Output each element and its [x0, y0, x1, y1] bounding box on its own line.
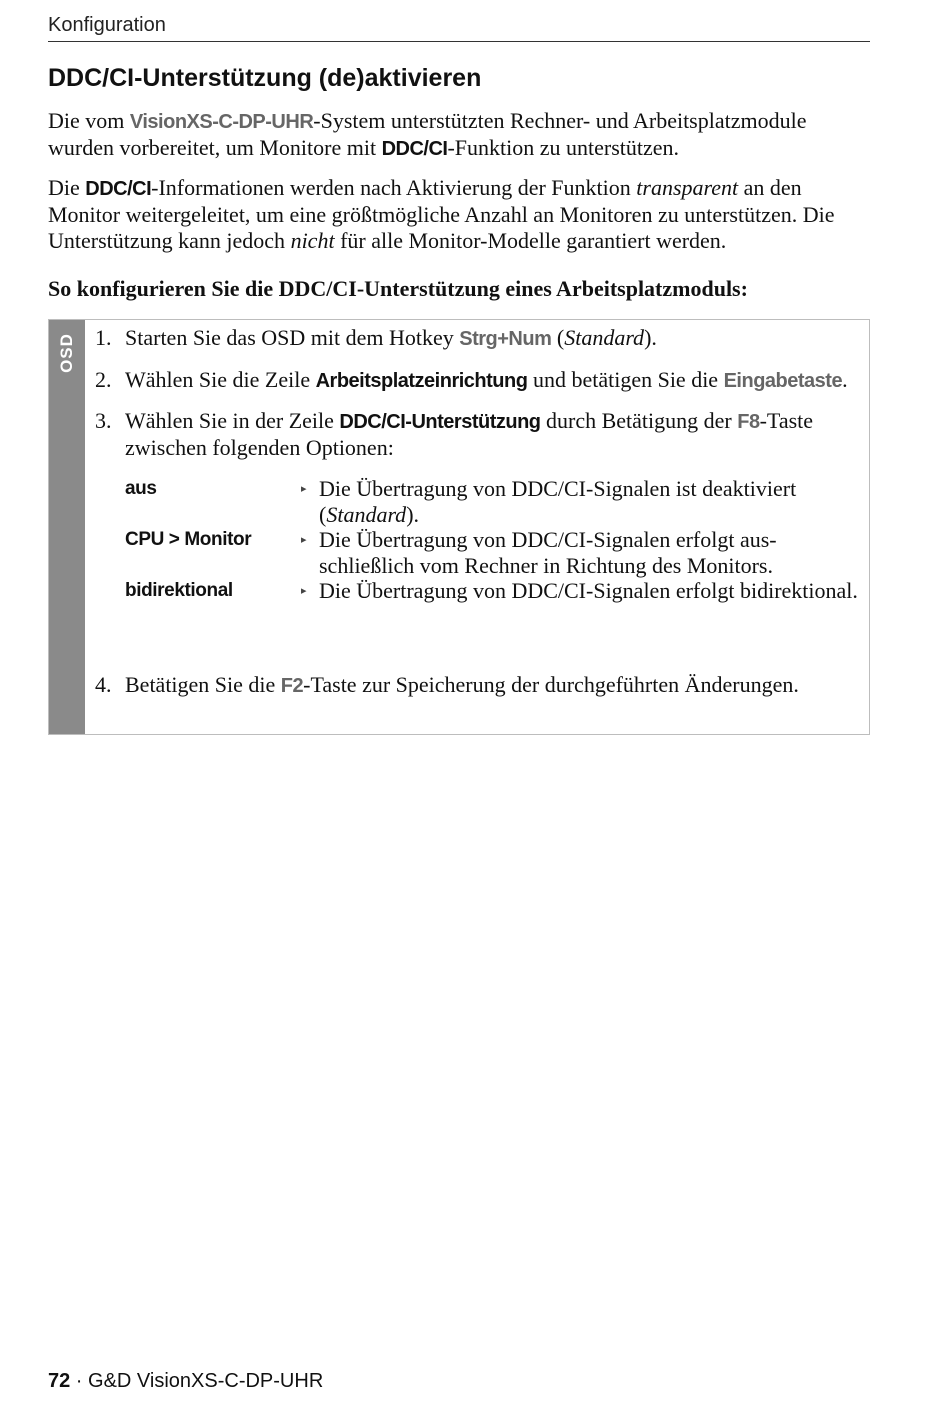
product-name: VisionXS-C-DP-UHR: [129, 111, 314, 133]
text-run: Betätigen Sie die: [125, 672, 281, 697]
step-number: 1.: [95, 325, 112, 350]
key-name: Eingabetaste: [723, 370, 843, 392]
text-run: Wählen Sie die Zeile: [125, 367, 316, 392]
text-run: Die vom: [48, 108, 130, 133]
text-run: für alle Monitor-Modelle garantiert werden.: [334, 228, 727, 253]
step-text: [125, 367, 865, 394]
triangle-right-icon: ▸: [301, 534, 307, 546]
menu-row-name: Arbeitsplatzeinrichtung: [315, 370, 528, 392]
ddcci-term: DDC/CI: [381, 138, 448, 160]
text-run: -System unterstützten Rechner- und Arbeitsplatzmodule wurden vorbereitet, um Monitore mit: [48, 108, 807, 160]
emphasis-standard: Standard: [326, 502, 407, 527]
text-run: Die Übertragung von DDC/CI-Signalen ist deaktiviert (: [319, 476, 797, 527]
key-name: F2: [280, 675, 304, 697]
paragraph-transparency: [48, 175, 872, 254]
footer-separator: ·: [70, 1370, 89, 1392]
text-run: durch Betätigung der: [540, 408, 738, 433]
emphasis-nicht: nicht: [290, 228, 335, 253]
text-run: .: [842, 367, 848, 392]
triangle-right-icon: ▸: [301, 585, 307, 597]
menu-row-name: DDC/CI-Unterstützung: [339, 411, 541, 433]
step-text: [125, 325, 865, 352]
text-run: und betätigen Sie die: [527, 367, 724, 392]
text-run: ).: [406, 502, 420, 527]
option-key: bidirektional: [125, 580, 233, 601]
procedure-intro: So konfigurieren Sie die DDC/CI-Unterstützung eines Arbeitsplatzmoduls:: [48, 276, 748, 301]
text-run: Die: [48, 175, 86, 200]
text-run: -Taste zwischen folgenden Optionen:: [125, 408, 814, 460]
paragraph-ddc-support: [48, 108, 872, 162]
page-number: 72: [48, 1370, 71, 1392]
option-key: aus: [125, 478, 157, 499]
section-title: DDC/CI-Unterstützung (de)aktivieren: [48, 64, 482, 92]
ddcci-term: DDC/CI: [85, 178, 152, 200]
option-description: Die Übertragung von DDC/CI-Signalen erfolgt bidirektional.: [319, 578, 858, 603]
step-number: 4.: [95, 672, 112, 697]
key-name: F8: [737, 411, 760, 433]
osd-side-bar: [49, 320, 85, 734]
text-run: -Taste zur Speicherung der durchgeführten Änderungen.: [303, 672, 799, 697]
text-run: an den Monitor weitergeleitet, um eine größtmögliche Anzahl an Monitoren zu unterstützen. Die Unterstützung kann jedoch: [48, 175, 835, 253]
text-run: Starten Sie das OSD mit dem Hotkey: [125, 325, 460, 350]
text-run: (: [551, 325, 565, 350]
page-footer: [48, 1370, 323, 1393]
osd-label: OSD: [57, 333, 76, 373]
step-number: 3.: [95, 408, 112, 433]
text-run: -Funktion zu unterstützen.: [447, 135, 680, 160]
emphasis-standard: Standard: [564, 325, 645, 350]
step-text: [125, 672, 865, 699]
running-header: Konfiguration: [48, 14, 870, 42]
triangle-right-icon: ▸: [301, 483, 307, 495]
step-text: [125, 408, 865, 461]
text-run: ).: [644, 325, 657, 350]
text-run: -Informationen werden nach Aktivierung der Funktion: [151, 175, 637, 200]
emphasis-transparent: transparent: [636, 175, 739, 200]
option-description: Die Übertragung von DDC/CI-Signalen erfolgt aus-schließlich vom Rechner in Richtung des Monitors.: [319, 527, 777, 578]
step-number: 2.: [95, 367, 112, 392]
option-key: CPU > Monitor: [125, 529, 252, 550]
osd-procedure-box: [48, 319, 870, 735]
text-run: Wählen Sie in der Zeile: [125, 408, 340, 433]
option-description: [319, 476, 869, 528]
hotkey: Strg+Num: [459, 328, 552, 350]
footer-product: G&D VisionXS-C-DP-UHR: [88, 1370, 324, 1392]
